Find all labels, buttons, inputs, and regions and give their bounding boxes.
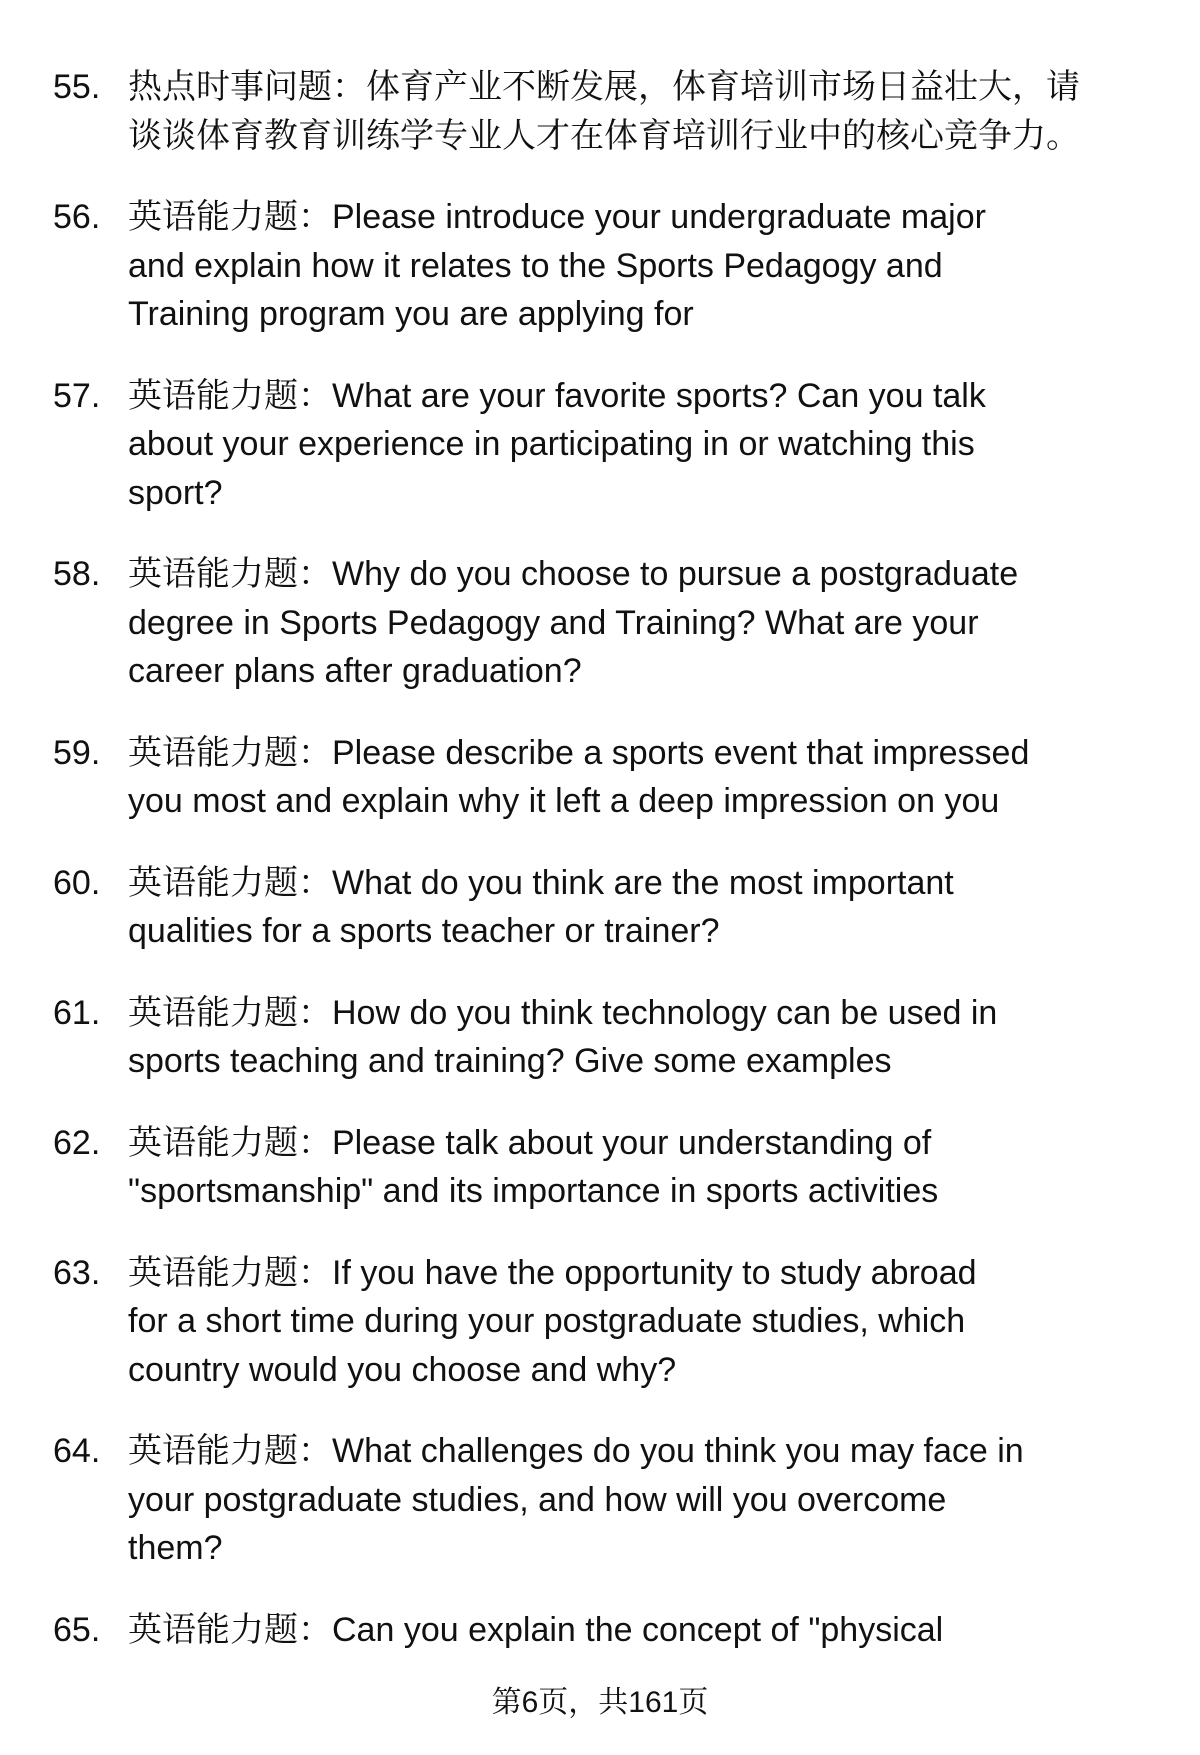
question-text-line: sports teaching and training? Give some examples <box>128 1042 892 1080</box>
question-number: 56. <box>53 198 101 236</box>
question-text-line: 英语能力题：What do you think are the most important <box>128 863 954 902</box>
page-footer: 第6页，共161页 <box>491 1686 709 1719</box>
question-text-line: your postgraduate studies, and how will you overcome <box>128 1480 947 1519</box>
question-text-line: 谈谈体育教育训练学专业人才在体育培训行业中的核心竞争力。 <box>128 116 1080 155</box>
question-text-line: 英语能力题：Can you explain the concept of "physical <box>128 1610 944 1649</box>
question-text-line: for a short time during your postgraduate studies, which <box>128 1302 966 1340</box>
question-number: 57. <box>53 376 101 415</box>
question-text-line: Training program you are applying for <box>128 295 694 333</box>
question-text <box>128 372 1200 518</box>
question-number: 60. <box>53 863 101 902</box>
question-text <box>128 1119 1200 1216</box>
question-number: 65. <box>53 1610 101 1649</box>
question-item <box>0 193 1200 339</box>
question-text <box>128 729 1200 826</box>
question-text-line: 英语能力题：Please describe a sports event that impressed <box>128 733 1030 772</box>
question-text <box>128 550 1200 696</box>
question-text-line: 英语能力题：How do you think technology can be used in <box>128 993 998 1032</box>
question-number: 62. <box>53 1123 101 1162</box>
question-number: 59. <box>53 733 101 772</box>
question-text-line: sport? <box>128 473 223 512</box>
question-text-line: 英语能力题：Please introduce your undergraduate major <box>128 198 986 236</box>
question-item <box>0 1119 1200 1216</box>
question-item <box>0 63 1200 160</box>
question-text <box>128 1606 1200 1655</box>
question-text <box>128 193 1200 339</box>
question-text-line: qualities for a sports teacher or trainer? <box>128 912 720 950</box>
question-text <box>128 1249 1200 1395</box>
question-text <box>128 1427 1200 1573</box>
question-item <box>0 1606 1200 1655</box>
question-text-line: 英语能力题：What are your favorite sports? Can you talk <box>128 376 986 415</box>
question-list <box>0 63 1200 1687</box>
question-text-line: 英语能力题：If you have the opportunity to study abroad <box>128 1253 977 1292</box>
question-text <box>128 63 1200 160</box>
question-text-line: degree in Sports Pedagogy and Training? What are your <box>128 603 979 642</box>
question-number: 64. <box>53 1432 101 1470</box>
question-item <box>0 989 1200 1086</box>
question-text-line: 英语能力题：Please talk about your understanding of <box>128 1123 932 1162</box>
question-text-line: career plans after graduation? <box>128 652 582 690</box>
question-text-line: about your experience in participating in or watching this <box>128 425 975 463</box>
question-number: 58. <box>53 555 101 593</box>
question-text-line: country would you choose and why? <box>128 1350 677 1389</box>
question-text <box>128 989 1200 1086</box>
question-item <box>0 550 1200 696</box>
question-number: 61. <box>53 993 101 1032</box>
question-item <box>0 1427 1200 1573</box>
question-text-line: and explain how it relates to the Sports Pedagogy and <box>128 246 943 285</box>
question-item <box>0 1249 1200 1395</box>
question-item <box>0 372 1200 518</box>
question-text-line: them? <box>128 1529 223 1567</box>
question-number: 63. <box>53 1253 101 1292</box>
question-text-line: 热点时事问题：体育产业不断发展，体育培训市场日益壮大，请 <box>128 68 1080 106</box>
question-text <box>128 859 1200 956</box>
question-number: 55. <box>53 68 101 106</box>
question-item <box>0 859 1200 956</box>
question-text-line: "sportsmanship" and its importance in sports activities <box>128 1172 939 1210</box>
question-text-line: 英语能力题：Why do you choose to pursue a postgraduate <box>128 555 1019 593</box>
question-text-line: you most and explain why it left a deep impression on you <box>128 782 1000 820</box>
question-item <box>0 729 1200 826</box>
question-text-line: 英语能力题：What challenges do you think you may face in <box>128 1432 1024 1470</box>
